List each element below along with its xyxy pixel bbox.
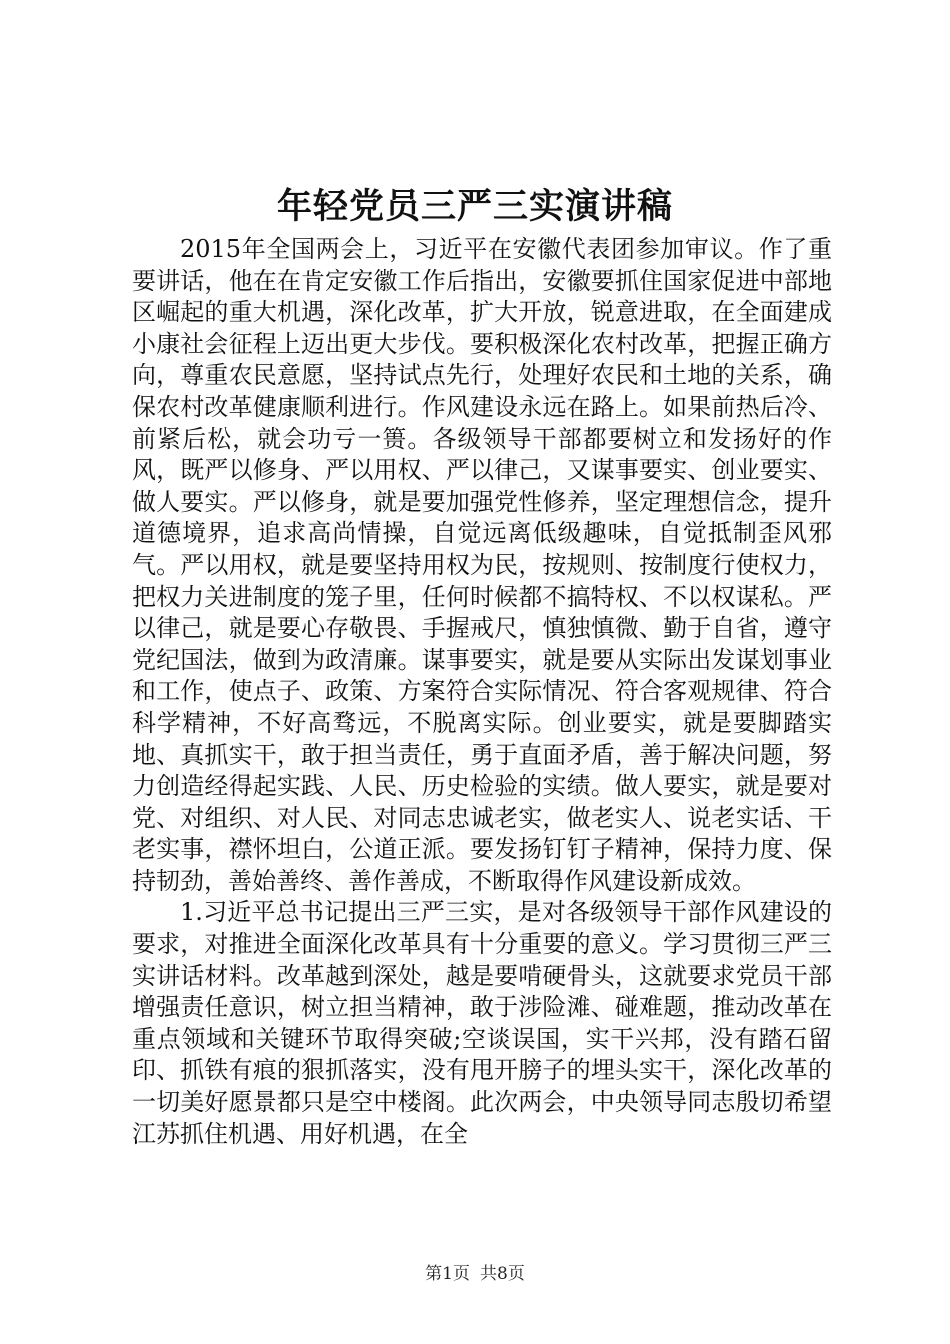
document-body	[132, 234, 832, 1150]
document-title: 年轻党员三严三实演讲稿	[276, 186, 673, 227]
page-number-current: 第1页	[425, 1264, 470, 1284]
page-number-total: 共8页	[480, 1264, 525, 1284]
paragraph-2: 1.习近平总书记提出三严三实，是对各级领导干部作风建设的要求，对推进全面深化改革具有十分重要的意义。学习贯彻三严三实讲话材料。改革越到深处，越是要啃硬骨头，这就要求党员干部增强责任意识，树立担当精神，敢于涉险滩、碰难题，推动改革在重点领域和关键环节取得突破;空谈误国，实干兴邦，没有踏石留印、抓铁有痕的狠抓落实，没有甩开膀子的埋头实干，深化改革的一切美好愿景都只是空中楼阁。此次两会，中央领导同志殷切希望江苏抓住机遇、用好机遇，在全	[132, 898, 832, 1148]
paragraph-1: 2015年全国两会上，习近平在安徽代表团参加审议。作了重要讲话，他在在肯定安徽工作后指出，安徽要抓住国家促进中部地区崛起的重大机遇，深化改革，扩大开放，锐意进取，在全面建成小康社会征程上迈出更大步伐。要积极深化农村改革，把握正确方向，尊重农民意愿，坚持试点先行，处理好农民和土地的关系，确保农村改革健康顺利进行。作风建设永远在路上。如果前热后冷、前紧后松，就会功亏一篑。各级领导干部都要树立和发扬好的作风，既严以修身、严以用权、严以律己，又谋事要实、创业要实、做人要实。严以修身，就是要加强党性修养，坚定理想信念，提升道德境界，追求高尚情操，自觉远离低级趣味，自觉抵制歪风邪气。严以用权，就是要坚持用权为民，按规则、按制度行使权力，把权力关进制度的笼子里，任何时候都不搞特权、不以权谋私。严以律己，就是要心存敬畏、手握戒尺，慎独慎微、勤于自省，遵守党纪国法，做到为政清廉。谋事要实，就是要从实际出发谋划事业和工作，使点子、政策、方案符合实际情况、符合客观规律、符合科学精神，不好高骛远，不脱离实际。创业要实，就是要脚踏实地、真抓实干，敢于担当责任，勇于直面矛盾，善于解决问题，努力创造经得起实践、人民、历史检验的实绩。做人要实，就是要对党、对组织、对人民、对同志忠诚老实，做老实人、说老实话、干老实事，襟怀坦白，公道正派。要发扬钉钉子精神，保持力度、保持韧劲，善始善终、善作善成，不断取得作风建设新成效。	[132, 235, 832, 895]
page-footer	[0, 1262, 950, 1286]
